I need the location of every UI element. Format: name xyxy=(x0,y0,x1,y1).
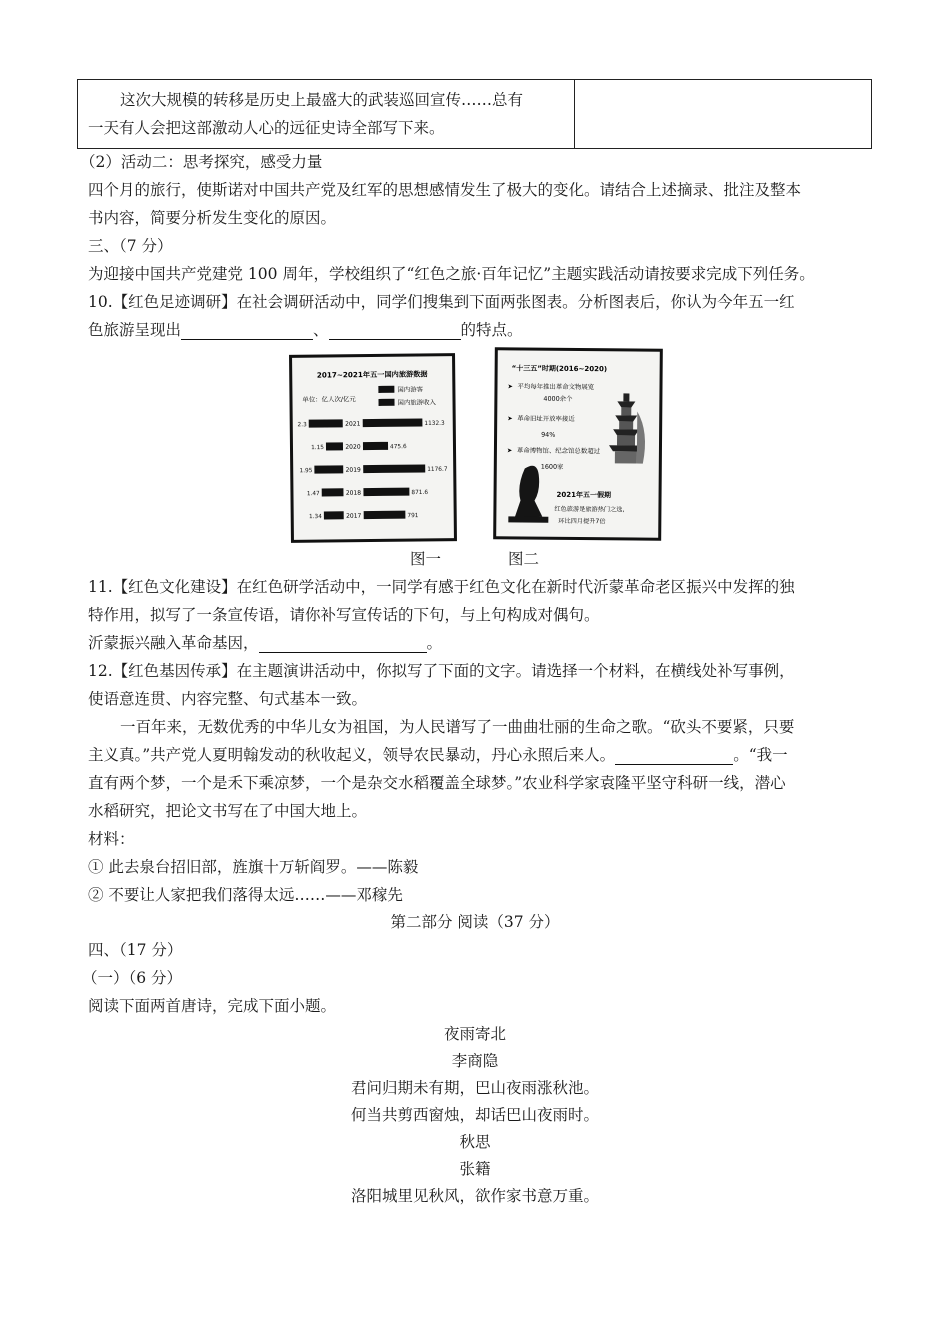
q12-para-1: 一百年来，无数优秀的中华儿女为祖国，为人民谱写了一曲曲壮丽的生命之歌。“砍头不要紧，只要 xyxy=(120,718,795,736)
bar-revenue-2017 xyxy=(364,511,406,519)
bar-revenue-2019 xyxy=(363,464,425,473)
q10-blank-1[interactable] xyxy=(181,323,313,340)
figure-1-title: 2017~2021年五一国内旅游数据 xyxy=(316,369,428,380)
bar-visitors-2020 xyxy=(326,442,343,450)
figure-1-chart xyxy=(292,356,454,540)
category-label-2020: 2020 xyxy=(345,443,361,451)
poem-2-line-1: 洛阳城里见秋风，欲作家书意万重。 xyxy=(350,1187,599,1205)
category-label-2019: 2019 xyxy=(345,466,361,474)
q12-para-2-suffix: 。“我一 xyxy=(733,746,788,764)
q10-line-2 xyxy=(88,320,523,340)
bar-revenue-2018 xyxy=(363,488,409,496)
figure-1-unit: 单位：亿人次/亿元 xyxy=(302,395,356,404)
q12-para-2-prefix: 主义真。”共产党人夏明翰发动的秋收起义，领导农民暴动，丹心永照后来人。 xyxy=(88,746,616,764)
poem-1-title: 夜雨寄北 xyxy=(443,1025,506,1043)
poem-1-author: 李商隐 xyxy=(451,1052,499,1070)
q11-suffix: 。 xyxy=(426,634,443,652)
q11-line-1: 11.【红色文化建设】在红色研学活动中，一同学有感于红色文化在新时代沂蒙革命老区振兴中发挥的独 xyxy=(88,578,795,596)
q10-suffix: 的特点。 xyxy=(460,321,523,339)
data-label-revenue-2019: 1176.7 xyxy=(427,466,448,473)
data-label-visitors-2017: 1.34 xyxy=(308,514,322,521)
data-label-visitors-2018: 1.47 xyxy=(306,491,320,498)
data-label-revenue-2017: 791 xyxy=(407,513,419,520)
section3-heading: 三、（7 分） xyxy=(88,237,173,255)
figure-2-item1-arrow-icon: ➤ xyxy=(507,382,513,391)
data-label-revenue-2021: 1132.3 xyxy=(424,420,445,427)
monument-icon xyxy=(508,465,548,522)
q10-separator: 、 xyxy=(313,321,329,339)
excerpt-line-2: 一天有人会把这部激动人心的远征史诗全部写下来。 xyxy=(88,119,445,137)
q12-line-2: 使语意连贯、内容完整、句式基本一致。 xyxy=(88,690,368,708)
bar-visitors-2019 xyxy=(314,465,343,473)
excerpt-cell xyxy=(78,80,575,149)
data-label-revenue-2018: 871.6 xyxy=(411,489,429,497)
q12-line-1: 12.【红色基因传承】在主题演讲活动中，你拟写了下面的文字。请选择一个材料，在横线处补写事例， xyxy=(88,662,795,680)
material-1: ① 此去泉台招旧部，旌旗十万斩阎罗。——陈毅 xyxy=(88,858,419,876)
q12-para-3: 直有两个梦，一个是禾下乘凉梦，一个是杂交水稻覆盖全球梦。”农业科学家袁隆平坚守科研一线，潜心 xyxy=(88,774,786,792)
figure-2-bottom-line-2: 环比四月提升7倍 xyxy=(558,517,606,526)
figure-2-graphic xyxy=(496,350,660,537)
q10-line-1: 10.【红色足迹调研】在社会调研活动中，同学们搜集到下面两张图表。分析图表后，你认为今年五一红 xyxy=(88,293,795,311)
q11-line-2: 特作用，拟写了一条宣传语，请你补写宣传话的下句，与上句构成对偶句。 xyxy=(88,606,600,624)
figure-2 xyxy=(493,347,663,540)
figure-1-label: 图一 xyxy=(410,550,442,568)
section4-heading: 四、（17 分） xyxy=(88,941,183,959)
annotation-cell[interactable] xyxy=(575,80,872,149)
data-label-visitors-2020: 1.15 xyxy=(311,445,325,452)
figure-2-bottom-line-1: 红色旅游是旅游热门之选, xyxy=(554,505,625,514)
figure-2-item-1b: 4000余个 xyxy=(543,394,573,403)
bar-visitors-2018 xyxy=(322,488,344,496)
data-label-visitors-2019: 1.95 xyxy=(299,468,313,475)
data-label-visitors-2021: 2.3 xyxy=(297,422,307,429)
material-2: ② 不要让人家把我们落得太远……——邓稼先 xyxy=(88,886,403,904)
legend-revenue-label: 国内旅游收入 xyxy=(397,398,436,407)
q11-blank[interactable] xyxy=(259,636,427,653)
figure-2-item2-arrow-icon: ➤ xyxy=(507,414,513,423)
category-label-2018: 2018 xyxy=(345,489,362,497)
category-label-2021: 2021 xyxy=(345,420,361,428)
q12-para-4: 水稻研究，把论文书写在了中国大地上。 xyxy=(88,802,368,820)
poem-1-line-1: 君问归期未有期，巴山夜雨涨秋池。 xyxy=(350,1079,599,1097)
activity2-heading: （2）活动二：思考探究，感受力量 xyxy=(80,153,323,171)
figure-2-item-3b: 1600家 xyxy=(540,462,564,471)
reading-instruction: 阅读下面两首唐诗，完成下面小题。 xyxy=(88,997,337,1015)
legend-visitors-swatch xyxy=(378,386,394,393)
part2-heading: 第二部分 阅读（37 分） xyxy=(390,913,560,931)
legend-visitors-label: 国内游客 xyxy=(397,385,423,394)
q10-prefix: 色旅游呈现出 xyxy=(88,321,182,339)
q11-line-3 xyxy=(88,633,442,653)
figure-2-item-1a: 平均每年推出革命文物展览 xyxy=(517,382,595,392)
bar-visitors-2021 xyxy=(309,419,343,427)
section3-intro: 为迎接中国共产党建党 100 周年，学校组织了“红色之旅·百年记忆”主题实践活动请按要求完成下列任务。 xyxy=(88,265,815,283)
excerpt-line-1: 这次大规模的转移是历史上最盛大的武装巡回宣传……总有 xyxy=(120,91,524,109)
data-label-revenue-2020: 475.6 xyxy=(390,444,407,451)
bar-revenue-2021 xyxy=(363,418,423,427)
subsection-1-heading: （一）（6 分） xyxy=(82,969,183,987)
figure-2-item-2a: 革命旧址开放率接近 xyxy=(517,414,575,423)
poem-2-author: 张籍 xyxy=(459,1160,491,1178)
excerpt-table xyxy=(77,79,872,149)
category-label-2017: 2017 xyxy=(346,512,362,520)
figure-2-item3-arrow-icon: ➤ xyxy=(506,446,513,455)
pagoda-icon xyxy=(609,393,646,463)
figure-2-label: 图二 xyxy=(508,550,540,568)
q12-para-2 xyxy=(88,745,788,765)
figure-2-item-3a: 革命博物馆、纪念馆总数超过 xyxy=(516,446,601,456)
bar-visitors-2017 xyxy=(324,511,344,519)
activity2-line-2: 书内容，简要分析发生变化的原因。 xyxy=(88,209,337,227)
figure-2-bottom-title: 2021年五一假期 xyxy=(556,490,612,500)
legend-revenue-swatch xyxy=(378,399,394,406)
q10-blank-2[interactable] xyxy=(329,323,461,340)
q12-blank[interactable] xyxy=(615,748,733,765)
figure-2-title: “十三五”时期(2016~2020) xyxy=(511,364,608,374)
q11-prefix: 沂蒙振兴融入革命基因， xyxy=(88,634,259,652)
bar-revenue-2020 xyxy=(363,442,388,450)
material-heading: 材料： xyxy=(88,830,135,848)
poem-2-title: 秋思 xyxy=(459,1133,491,1151)
figure-2-item-2b: 94% xyxy=(541,430,556,439)
poem-1-line-2: 何当共剪西窗烛，却话巴山夜雨时。 xyxy=(350,1106,599,1124)
figure-1 xyxy=(289,353,457,543)
activity2-line-1: 四个月的旅行，使斯诺对中国共产党及红军的思想感情发生了极大的变化。请结合上述摘录、批注及整本 xyxy=(88,181,802,199)
